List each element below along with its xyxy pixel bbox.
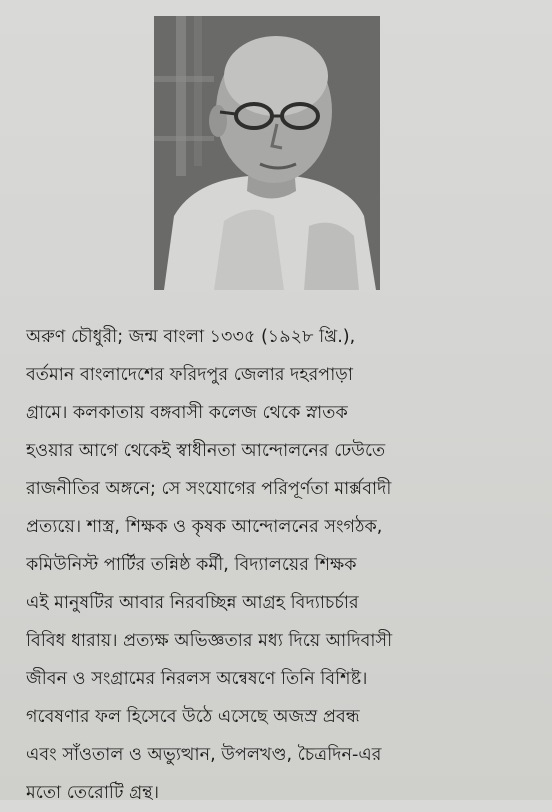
bio-line: জীবন ও সংগ্রামের নিরলস অন্বেষণে তিনি বিশিষ্ট। — [26, 669, 368, 689]
bio-line: বিবিধ ধারায়। প্রত্যক্ষ অভিজ্ঞতার মধ্য দিয়ে আদিবাসী — [26, 631, 393, 651]
bio-line: হওয়ার আগে থেকেই স্বাধীনতা আন্দোলনের ঢেউতে — [26, 441, 386, 461]
bio-line: এবং সাঁওতাল ও অভ্যুত্থান, উপলখণ্ড, চৈত্রদিন-এর — [26, 745, 382, 765]
bio-line: প্রত্যয়ে। শাস্ত্র, শিক্ষক ও কৃষক আন্দোলনের সংগঠক, — [26, 517, 383, 537]
author-biography — [26, 318, 530, 812]
bio-line: মতো তেরোটি গ্রন্থ। — [26, 783, 159, 803]
bio-line: গ্রামে। কলকাতায় বঙ্গবাসী কলেজ থেকে স্নাতক — [26, 403, 348, 423]
portrait-photo-image — [154, 16, 380, 290]
bio-line: কমিউনিস্ট পার্টির তন্নিষ্ঠ কর্মী, বিদ্যালয়ের শিক্ষক — [26, 555, 357, 575]
bio-line: গবেষণার ফল হিসেবে উঠে এসেছে অজস্র প্রবন্ধ — [26, 707, 360, 727]
bio-line: অরুণ চৌধুরী; জন্ম বাংলা ১৩৩৫ (১৯২৮ খ্রি.), — [26, 327, 356, 347]
bio-line: রাজনীতির অঙ্গনে; সে সংযোগের পরিপূর্ণতা মার্ক্সবাদী — [26, 479, 392, 499]
author-portrait — [154, 16, 380, 290]
bio-line: এই মানুষটির আবার নিরবচ্ছিন্ন আগ্রহ বিদ্যাচর্চার — [26, 593, 359, 613]
bio-line: বর্তমান বাংলাদেশের ফরিদপুর জেলার দহরপাড়া — [26, 365, 353, 385]
